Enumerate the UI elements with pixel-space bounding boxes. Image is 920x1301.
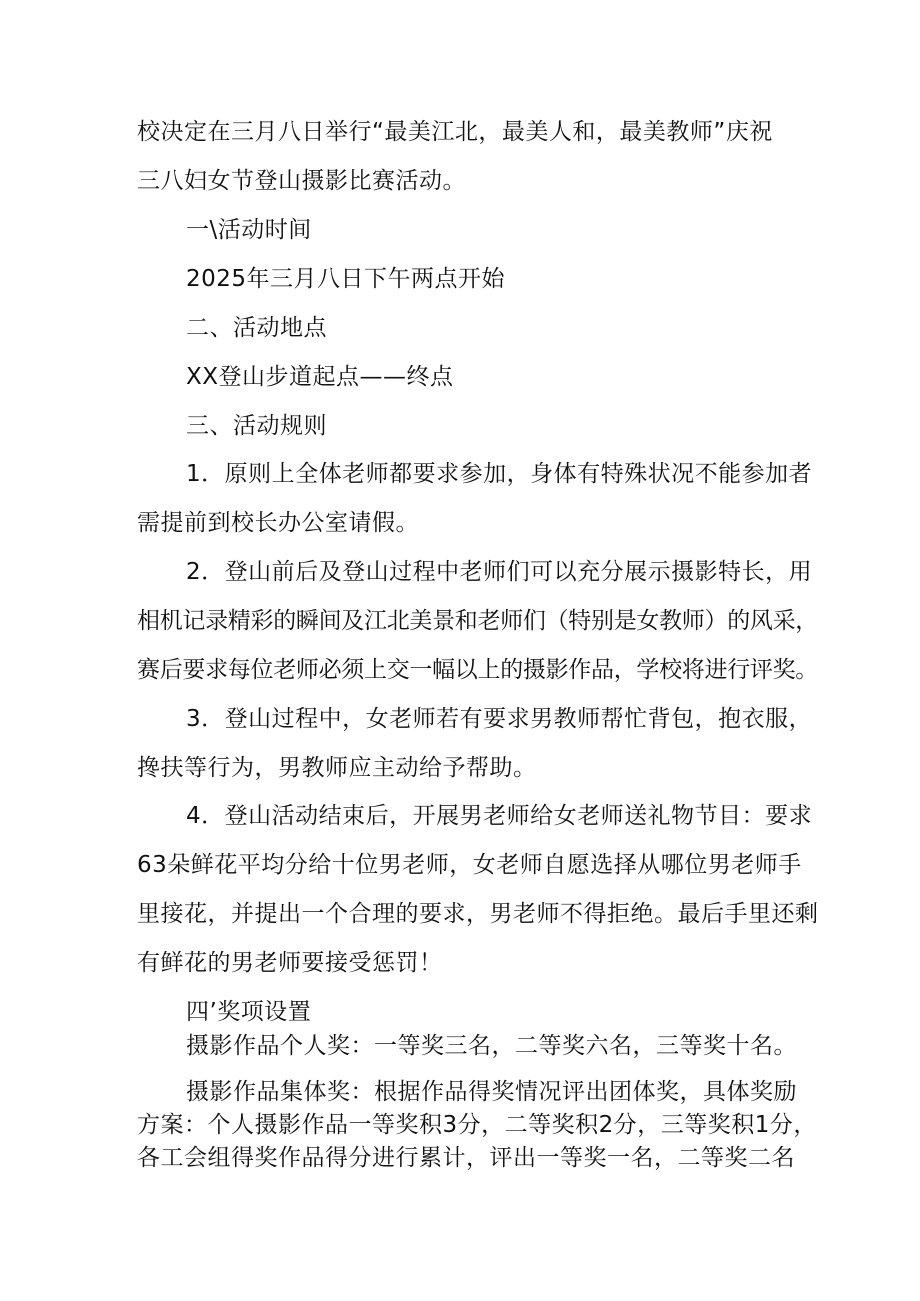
section-2-heading: 二、活动地点 [186,315,327,341]
rule-4-line-1: 4．登山活动结束后，开展男老师给女老师送礼物节目：要求 [186,803,813,829]
section-3-heading: 三、活动规则 [186,413,327,439]
rule-4-line-2: 63朵鲜花平均分给十位男老师，女老师自愿选择从哪位男老师手 [137,852,802,878]
group-award-line-2: 方案：个人摄影作品一等奖积3分，二等奖积2分，三等奖积1分， [137,1112,817,1138]
section-2-content: XX登山步道起点——终点 [186,364,454,390]
rule-3-line-2: 搀扶等行为，男教师应主动给予帮助。 [137,755,537,781]
rule-3-line-1: 3．登山过程中，女老师若有要求男教师帮忙背包，抱衣服， [186,706,813,732]
rule-4-line-3: 里接花，并提出一个合理的要求，男老师不得拒绝。最后手里还剩 [137,901,819,927]
individual-award: 摄影作品个人奖：一等奖三名，二等奖六名，三等奖十名。 [186,1033,797,1059]
group-award-line-1: 摄影作品集体奖：根据作品得奖情况评出团体奖，具体奖励 [186,1079,797,1105]
rule-2-line-2: 相机记录精彩的瞬间及江北美景和老师们（特别是女教师）的风采， [137,608,819,634]
section-4-heading: 四’奖项设置 [186,999,312,1025]
rule-1-line-1: 1．原则上全体老师都要求参加，身体有特殊状况不能参加者 [186,461,813,487]
rule-2-line-3: 赛后要求每位老师必须上交一幅以上的摄影作品，学校将进行评奖。 [137,657,819,683]
rule-1-line-2: 需提前到校长办公室请假。 [137,510,419,536]
section-1-heading: 一\活动时间 [186,217,312,243]
intro-line-2: 三八妇女节登山摄影比赛活动。 [137,168,466,194]
section-1-content: 2025年三月八日下午两点开始 [186,266,506,292]
intro-line-1: 校决定在三月八日举行“最美江北，最美人和，最美教师”庆祝 [137,119,773,145]
group-award-line-3: 各工会组得奖作品得分进行累计，评出一等奖一名，二等奖二名 [137,1145,795,1171]
rule-2-line-1: 2．登山前后及登山过程中老师们可以充分展示摄影特长，用 [186,559,813,585]
rule-4-line-4: 有鲜花的男老师要接受惩罚！ [137,950,443,976]
